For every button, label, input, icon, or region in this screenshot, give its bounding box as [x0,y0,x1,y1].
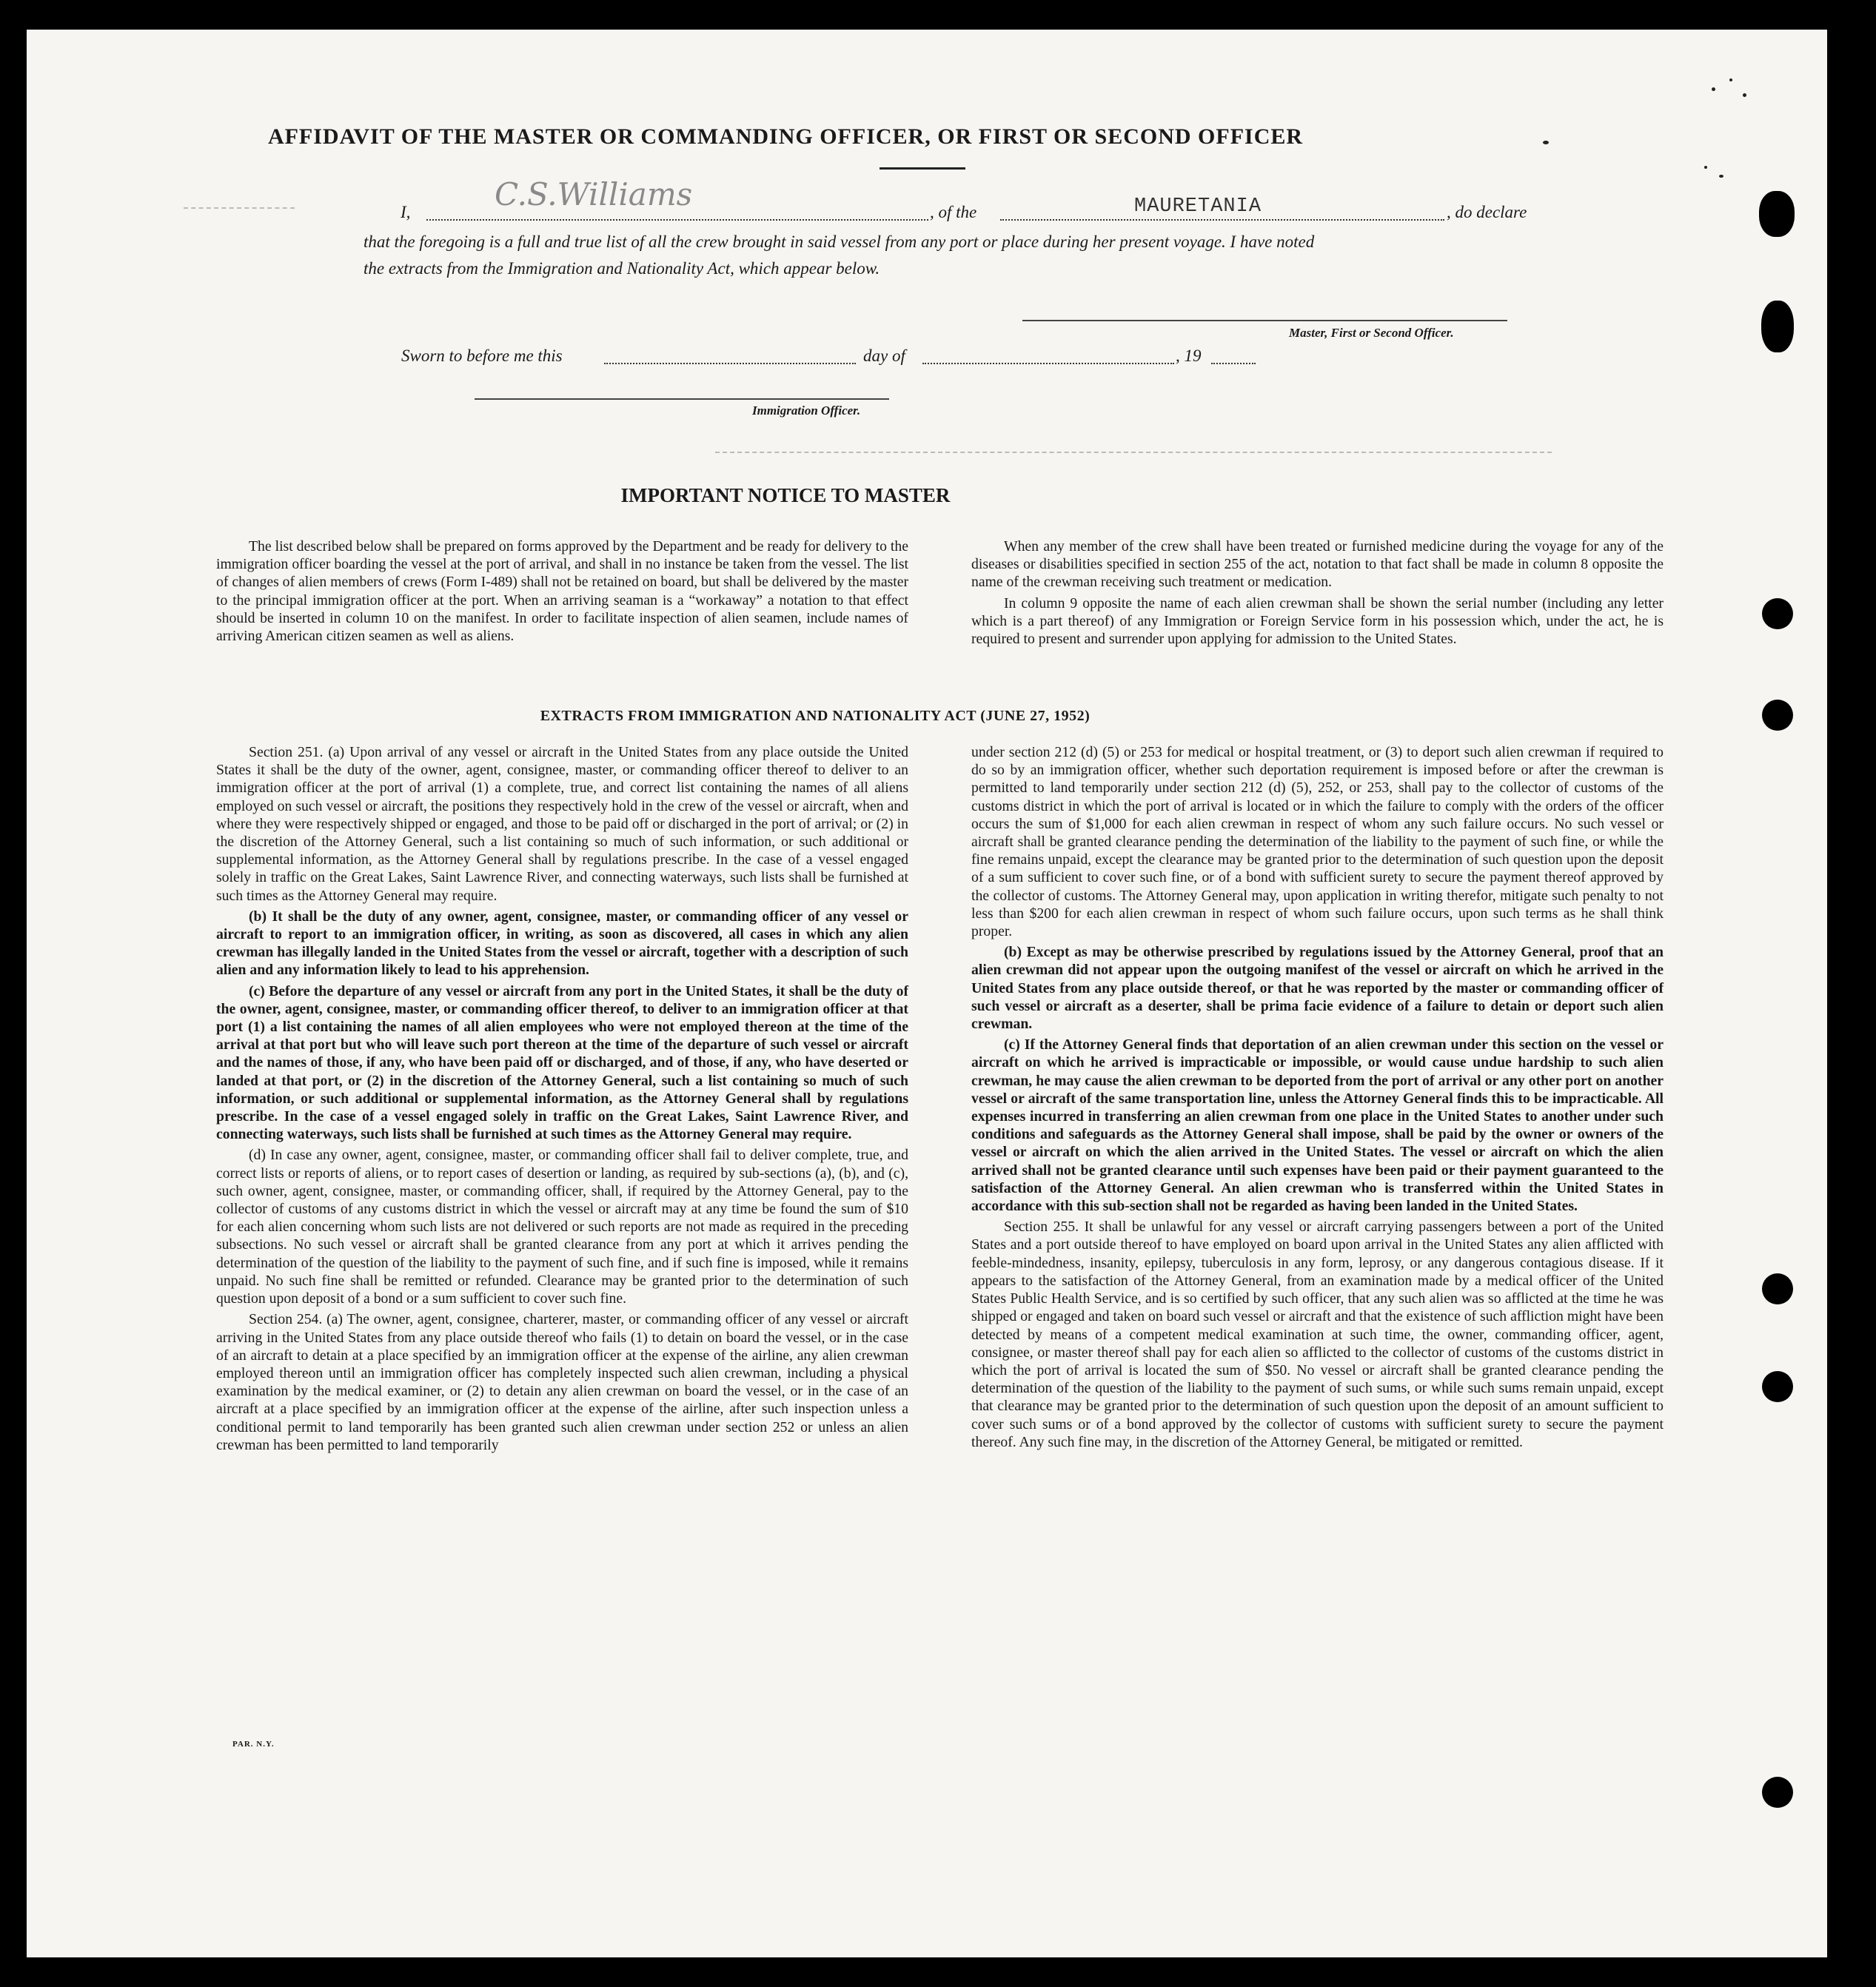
extracts-right-column [971,743,1664,1454]
declaration-line-1: that the foregoing is a full and true list of all the crew brought in said vessel from any port or place during her present voyage. I have noted [364,232,1315,251]
speck [1719,175,1723,178]
section-254a-cont: under section 212 (d) (5) or 253 for medical or hospital treatment, or (3) to deport such alien crewman if required to do so by an immigration officer, whether such deportation requirement is imposed before or after the crewman is permitted to land temporarily under section 212 (d) (5), 252, or 253, shall pay to the collector of customs of the customs district in which the port of arrival is located or in which the failure to comply with the orders of the officer occurs the sum of $1,000 for each alien crewman in respect of whom any such failure occurs. No such vessel or aircraft shall be granted clearance pending the determination of the liability to the payment of such fine, or while the fine remains unpaid, except the clearance may be granted prior to the determination of such question upon the deposit of a sum sufficient to cover such fine, or of a bond with sufficient surety to secure the payment thereof approved by the collector of customs. The Attorney General may, upon application in writing therefor, mitigate such penalty to not less than $200 for each alien crewman in respect of whom such failure occurs, upon such terms as he shall think proper. [971,744,1664,940]
document-page [27,30,1827,1957]
year-label: , 19 [1176,346,1202,365]
printer-mark: PAR. N.Y. [232,1740,275,1749]
title-rule [880,167,965,170]
speck [1543,141,1549,144]
master-signature-line [1022,320,1507,321]
faint-mark [184,207,295,209]
notice-heading: IMPORTANT NOTICE TO MASTER [620,484,951,506]
notice-right-column [971,537,1664,651]
name-line [426,219,928,221]
binder-hole [1761,301,1794,352]
speck [1743,93,1746,97]
notice-left-column [216,537,908,648]
section-251b: (b) It shall be the duty of any owner, agent, consignee, master, or commanding officer of any vessel or aircraft to report to an immigration officer, in writing, as soon as discovered, all cases in which any alien crewman has illegally landed in the United States from the vessel or aircraft, together with a description of such alien and any information likely to lead to his apprehension. [216,908,908,979]
extracts-left-column [216,743,908,1457]
officer-caption: Immigration Officer. [752,403,861,418]
sworn-day-line [604,363,856,364]
binder-hole [1759,191,1795,237]
binder-hole [1762,598,1793,629]
section-255: Section 255. It shall be unlawful for any vessel or aircraft carrying passengers between a port of the United States and a port outside thereof to have employed on board upon arrival in the United States any alien afflicted with feeble-mindedness, insanity, epilepsy, tuberculosis in any form, leprosy, or any dangerous contagious disease. If it appears to the satisfaction of the Attorney General, from an examination made by a medical officer of the United States Public Health Service, and is so certified by such officer, that any such alien was so afflicted at the time he was shipped or engaged and taken on board such vessel or aircraft and that the existence of such affliction might have been detected by means of a competent medical examination at such time, the owner, commanding officer, agent, consignee, or master thereof shall pay for each alien so afflicted to the collector of customs of the customs district in which the port of arrival is located the sum of $50. No vessel or aircraft shall be granted clearance pending the determination of the question of the liability to the payment of such sums, or while such sums remain unpaid, except that clearance may be granted prior to the determination of such question upon the deposit of an amount sufficient to cover such sums or of a bond approved by the collector of customs with sufficient surety to secure the payment thereof. Any such fine may, in the discretion of the Attorney General, be mitigated or remitted. [971,1219,1664,1450]
binder-hole [1762,1371,1793,1402]
vessel-line [1000,219,1444,221]
signature: C.S.Williams [495,176,693,212]
day-of-label: day of [863,346,905,365]
binder-hole [1762,700,1793,731]
notice-left-paragraph: The list described below shall be prepared on forms approved by the Department and be ready for delivery to the immigration officer boarding the vessel at the port of arrival, and shall in no instance be taken from the vessel. The list of changes of alien members of crews (Form I-489) shall not be retained on board, but shall be delivered by the master to the principal immigration officer at the port. When an arriving seaman is a “workaway” a notation to that effect should be inserted in column 10 on the manifest. In order to facilitate inspection of alien seamen, include names of arriving American citizen seamen as well as aliens. [216,538,908,645]
notice-right-paragraph-2: In column 9 opposite the name of each alien crewman shall be shown the serial number (including any letter which is a part thereof) of any Immigration or Foreign Service form in his possession which, under the act, he is required to present and surrender upon applying for admission to the United States. [971,594,1664,648]
sworn-label: Sworn to before me this [401,346,563,365]
sworn-month-line [922,363,1174,364]
section-254c: (c) If the Attorney General finds that deportation of an alien crewman under this section on the vessel or aircraft on which he arrived is impracticable or impossible, or would cause undue hardship to such alien crewman, he may cause the alien crewman to be deported from the port of arrival or any other port on another vessel or aircraft of the same transportation line, unless the Attorney General finds this to be impracticable. All expenses incurred in transferring an alien crewman from one place in the United States to another under such conditions and safeguards as the Attorney General shall impose, shall be paid by the owner or owners of the vessel or aircraft on which the alien arrived in the United States. The vessel or aircraft on which the alien arrived shall not be granted clearance until such expenses have been paid or their payment guaranteed to the satisfaction of the Attorney General. An alien crewman who is transferred within the United States in accordance with this sub-section shall not be regarded as having been landed in the United States. [971,1036,1664,1215]
section-251d: (d) In case any owner, agent, consignee, master, or commanding officer shall fail to deliver complete, true, and correct lists or reports of aliens, or to report cases of desertion or landing, as required by sub-sections (a), (b), and (c), such owner, agent, consignee, master, or commanding officer, shall, if required by the Attorney General, pay to the collector of customs of any customs district in which the vessel or aircraft may at any time be found the sum of $10 for each alien concerning whom such lists are not delivered or such reports are not made as required in the preceding subsections. No such vessel or aircraft shall be granted clearance from any port at which it arrives pending the determination of the question of the liability to the payment of such fine, and if such fine is imposed, while it remains unpaid. No such fine shall be remitted or refunded. Clearance may be granted prior to the determination of such question upon deposit of a bond or a sum sufficient to cover such fine. [216,1147,908,1307]
notice-right-paragraph-1: When any member of the crew shall have been treated or furnished medicine during the voyage for any of the diseases or disabilities specified in section 255 of the act, notation to that fact shall be made in column 8 opposite the name of the crewman receiving such treatment or medication. [971,538,1664,591]
section-251a: Section 251. (a) Upon arrival of any vessel or aircraft in the United States from any place outside the United States it shall be the duty of the owner, agent, consignee, master, or commanding officer thereof to deliver to an immigration officer at the port of arrival (1) a complete, true, and correct list containing the names of all aliens employed on such vessel or aircraft, the positions they respectively hold in the crew of the vessel or aircraft, when and where they were respectively shipped or engaged, and those to be paid off or discharged in the port of arrival; or (2) in the discretion of the Attorney General, such a list containing so much of such information, or such additional or supplemental information, as the Attorney General shall by regulations prescribe. In the case of a vessel engaged solely in traffic on the Great Lakes, Saint Lawrence River, and connecting waterways, such lists shall be furnished at such times as the Attorney General may require. [216,744,908,904]
speck [1729,78,1732,81]
speck [1704,166,1707,169]
extracts-heading: EXTRACTS FROM IMMIGRATION AND NATIONALITY ACT (JUNE 27, 1952) [540,708,1091,724]
of-the-label: , of the [930,203,977,221]
master-caption: Master, First or Second Officer. [1289,326,1454,340]
section-254a: Section 254. (a) The owner, agent, consignee, charterer, master, or commanding officer of any vessel or aircraft arriving in the United States from any place outside thereof who fails (1) to detain on board the vessel, or in the case of an aircraft to detain at a place specified by an immigration officer at the expense of the airline, any alien crewman employed thereon until an immigration officer has completely inspected such alien crewman, including a physical examination by the medical examiner, or (2) to detain any alien crewman on board the vessel, or in the case of an aircraft at a place specified by an immigration officer at the expense of the airline, after such inspection unless a conditional permit to land temporarily has been granted such alien crewman under section 252 or unless an alien crewman has been permitted to land temporarily [216,1311,908,1453]
vessel-name: MAURETANIA [1134,195,1262,218]
speck [1712,87,1715,91]
do-declare-label: , do declare [1447,203,1527,221]
declaration-line-2: the extracts from the Immigration and Nationality Act, which appear below. [364,259,880,278]
section-254b: (b) Except as may be otherwise prescribed by regulations issued by the Attorney General, proof that an alien crewman did not appear upon the outgoing manifest of the vessel or aircraft on which he arrived in the United States from any place outside thereof, or that he was reported by the master or commanding officer of such vessel or aircraft as a deserter, shall be prima facie evidence of a failure to detain or deport such alien crewman. [971,944,1664,1033]
binder-hole [1762,1273,1793,1304]
binder-hole [1762,1777,1793,1808]
i-label: I, [401,203,411,221]
sworn-year-line [1211,363,1256,364]
faint-mark [715,452,1552,453]
section-251c: (c) Before the departure of any vessel or aircraft from any port in the United States, it shall be the duty of the owner, agent, consignee, master, or commanding officer thereof, to deliver to an immigration officer at that port (1) a list containing the names of all alien employees who were not employed thereon at the time of the arrival at that port but who will leave such port thereon at the time of the departure of such vessel or aircraft and the names of those, if any, who have been paid off or discharged, and of those, if any, who have deserted or landed at that port, or (2) in the discretion of the Attorney General, such a list containing so much of such information, or such additional or supplemental information, as the Attorney General shall by regulations prescribe. In the case of a vessel engaged solely in traffic on the Great Lakes, Saint Lawrence River, and connecting waterways, such lists shall be furnished at such times as the Attorney General may require. [216,982,908,1143]
officer-signature-line [475,398,889,400]
affidavit-title: AFFIDAVIT OF THE MASTER OR COMMANDING OFFICER, OR FIRST OR SECOND OFFICER [267,124,1304,149]
